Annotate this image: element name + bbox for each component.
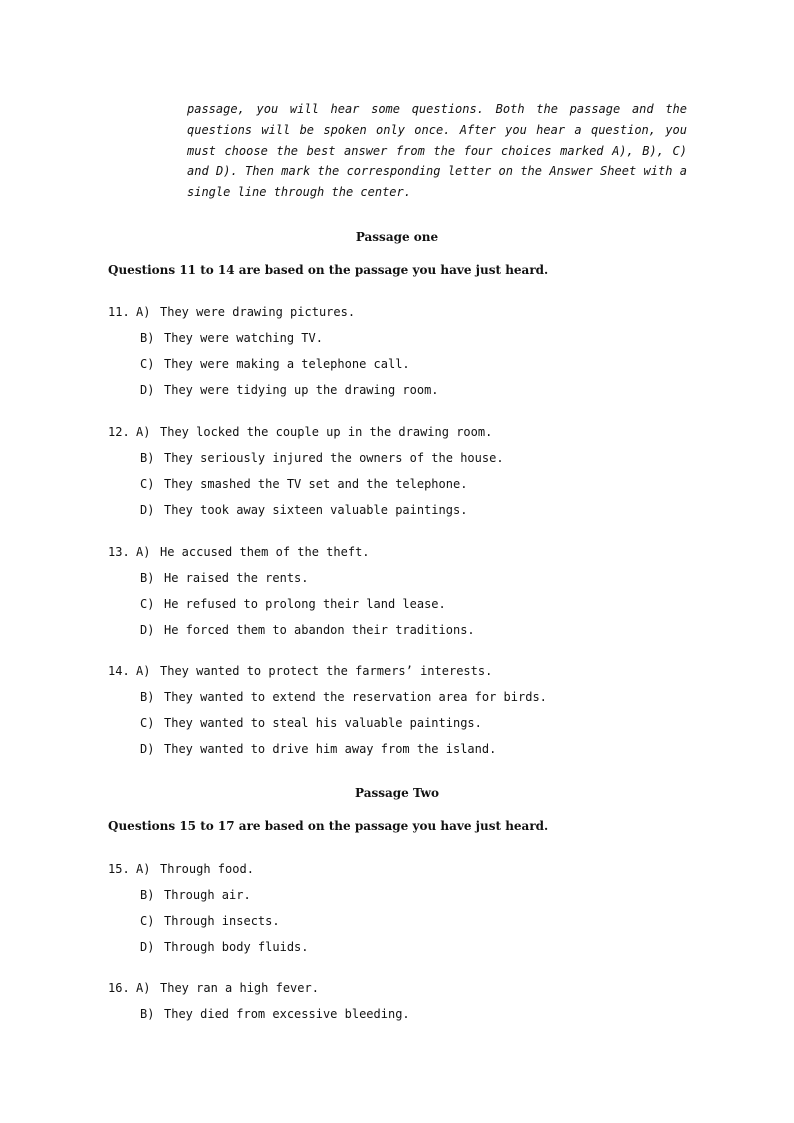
question-14 [108, 663, 708, 767]
question-number: 11. [108, 305, 130, 319]
option-letter: C) [140, 477, 155, 491]
question-12-option-d[interactable] [108, 502, 708, 528]
option-letter: A) [136, 545, 151, 559]
question-14-option-a[interactable] [108, 663, 708, 689]
option-text: They wanted to protect the farmers’ interests. [160, 664, 493, 678]
option-letter: B) [140, 451, 155, 465]
option-text: They wanted to steal his valuable paintings. [164, 716, 482, 730]
option-text: They were drawing pictures. [160, 305, 356, 319]
option-letter: D) [140, 940, 155, 954]
option-letter: B) [140, 888, 155, 902]
question-13-option-d[interactable] [108, 622, 708, 648]
option-letter: B) [140, 331, 155, 345]
question-14-option-b[interactable] [108, 689, 708, 715]
option-text: They were watching TV. [164, 331, 323, 345]
option-text: They smashed the TV set and the telephone. [164, 477, 468, 491]
question-15-option-b[interactable] [108, 887, 708, 913]
option-letter: D) [140, 623, 155, 637]
option-letter: A) [136, 664, 151, 678]
question-15-option-d[interactable] [108, 939, 708, 965]
question-number: 15. [108, 862, 130, 876]
option-letter: D) [140, 383, 155, 397]
question-13-option-b[interactable] [108, 570, 708, 596]
question-13 [108, 544, 708, 648]
option-letter: C) [140, 597, 155, 611]
option-text: They were making a telephone call. [164, 357, 410, 371]
option-letter: B) [140, 1007, 155, 1021]
question-12-option-a[interactable] [108, 424, 708, 450]
option-text: They locked the couple up in the drawing room. [160, 425, 493, 439]
passage-one-lead: Questions 11 to 14 are based on the passage you have just heard. [108, 263, 549, 277]
option-text: He raised the rents. [164, 571, 309, 585]
option-letter: D) [140, 742, 155, 756]
option-letter: C) [140, 914, 155, 928]
option-text: They took away sixteen valuable paintings. [164, 503, 468, 517]
option-text: Through food. [160, 862, 254, 876]
question-12 [108, 424, 708, 528]
question-11-option-d[interactable] [108, 382, 708, 408]
option-letter: B) [140, 571, 155, 585]
option-text: He refused to prolong their land lease. [164, 597, 446, 611]
listening-instructions: passage, you will hear some questions. Both the passage and the questions will be spoken only once. After you hear a question, you must choose the best answer from the four choices marked A), B), C) and D). Then mark the corresponding letter on the Answer Sheet with a single line through the center. [187, 102, 687, 200]
option-letter: A) [136, 425, 151, 439]
question-number: 13. [108, 545, 130, 559]
option-text: Through body fluids. [164, 940, 309, 954]
option-text: They ran a high fever. [160, 981, 319, 995]
passage-two-lead: Questions 15 to 17 are based on the passage you have just heard. [108, 819, 549, 833]
option-letter: C) [140, 716, 155, 730]
question-12-option-c[interactable] [108, 476, 708, 502]
question-16 [108, 980, 708, 1032]
option-text: They seriously injured the owners of the house. [164, 451, 504, 465]
question-15-option-a[interactable] [108, 861, 708, 887]
question-number: 16. [108, 981, 130, 995]
question-number: 14. [108, 664, 130, 678]
question-15 [108, 861, 708, 965]
option-letter: B) [140, 690, 155, 704]
question-11-option-a[interactable] [108, 304, 708, 330]
option-text: Through insects. [164, 914, 280, 928]
question-number: 12. [108, 425, 130, 439]
option-text: They were tidying up the drawing room. [164, 383, 439, 397]
option-letter: A) [136, 862, 151, 876]
option-text: They wanted to extend the reservation area for birds. [164, 690, 547, 704]
option-letter: A) [136, 305, 151, 319]
option-letter: C) [140, 357, 155, 371]
question-15-option-c[interactable] [108, 913, 708, 939]
passage-one-title: Passage one [355, 230, 439, 244]
option-text: They died from excessive bleeding. [164, 1007, 410, 1021]
question-16-option-a[interactable] [108, 980, 708, 1006]
option-text: They wanted to drive him away from the island. [164, 742, 497, 756]
question-14-option-c[interactable] [108, 715, 708, 741]
question-13-option-c[interactable] [108, 596, 708, 622]
option-text: He accused them of the theft. [160, 545, 370, 559]
question-12-option-b[interactable] [108, 450, 708, 476]
option-text: He forced them to abandon their traditions. [164, 623, 475, 637]
passage-two-title: Passage Two [355, 786, 439, 800]
option-letter: A) [136, 981, 151, 995]
option-letter: D) [140, 503, 155, 517]
question-11 [108, 304, 708, 408]
option-text: Through air. [164, 888, 251, 902]
question-16-option-b[interactable] [108, 1006, 708, 1032]
question-11-option-b[interactable] [108, 330, 708, 356]
question-13-option-a[interactable] [108, 544, 708, 570]
question-11-option-c[interactable] [108, 356, 708, 382]
question-14-option-d[interactable] [108, 741, 708, 767]
